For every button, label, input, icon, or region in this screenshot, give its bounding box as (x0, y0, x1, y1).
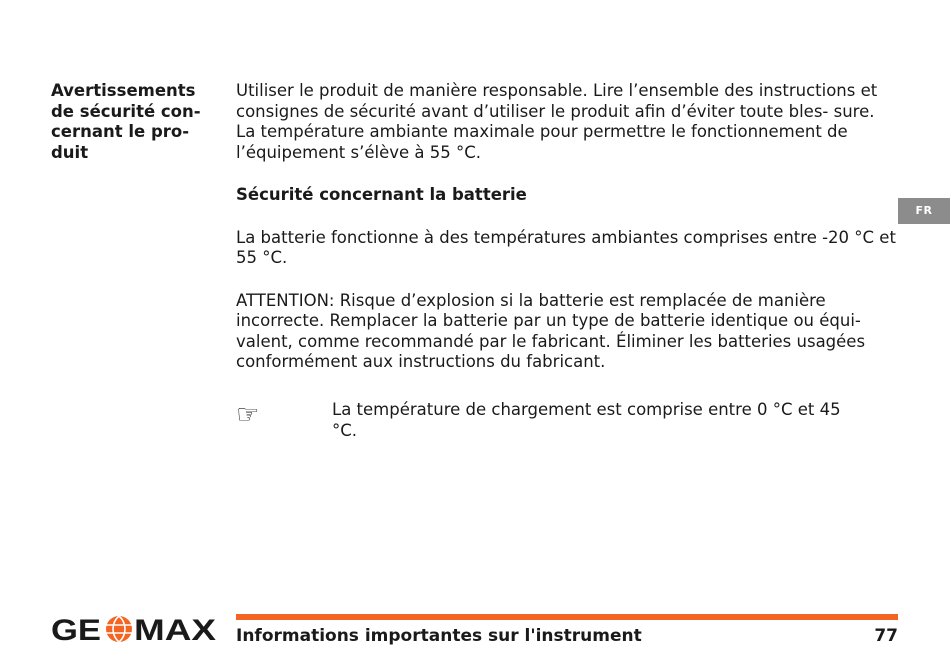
attention-paragraph: ATTENTION: Risque d’explosion si la batterie est remplacée de manière incorrecte. Remplacer la batterie par un type de batterie identique ou équi- valent, comme recommandé par le fabricant. Éliminer les batteries usagées conformément aux instructions du fabricant. (236, 290, 866, 371)
svg-text:MAX: MAX (134, 614, 216, 645)
pointing-hand-icon: ☞ (236, 400, 260, 430)
section-heading: Avertissements de sécurité con- cernant le pro- duit (51, 81, 201, 162)
battery-range-paragraph: La batterie fonctionne à des températures ambiantes comprises entre -20 °C et 55 °C. (236, 227, 896, 267)
globe-icon (106, 616, 132, 642)
footer-title: Informations importantes sur l'instrument (236, 626, 642, 646)
page-number: 77 (874, 626, 898, 646)
footer-rule (236, 614, 898, 620)
intro-paragraph: Utiliser le produit de manière responsable. Lire l’ensemble des instructions et consignes de sécurité avant d’utiliser le produit afin d’éviter toute bles- sure. La température ambiante maximale pour permettre le fonctionnement de l’équipement s’élève à 55 °C. (236, 81, 878, 162)
section-content (236, 81, 896, 373)
battery-heading: Sécurité concernant la batterie (236, 185, 527, 204)
geomax-logo (51, 613, 217, 645)
note-text: La température de chargement est comprise entre 0 °C et 45 °C. (332, 400, 841, 440)
language-tab: FR (898, 198, 950, 224)
svg-text:GE: GE (51, 614, 101, 645)
